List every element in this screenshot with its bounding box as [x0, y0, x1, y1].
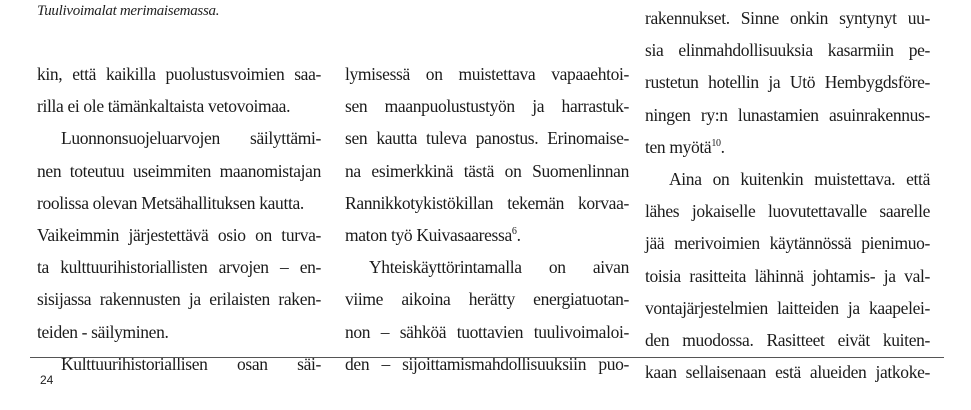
text-line: viime aikoina herätty energiatuotan- — [345, 289, 629, 310]
text-line: non – sähköä tuottavien tuulivoimaloi- — [345, 321, 629, 342]
text-line: Kulttuurihistoriallisen osan säi- — [61, 353, 321, 374]
text-line: sia elinmahdollisuuksia kasarmiin pe- — [645, 40, 930, 61]
text-line: ta kulttuurihistoriallisten arvojen – en- — [37, 257, 321, 278]
text-line: Aina on kuitenkin muistettava. että — [669, 168, 930, 189]
text-line: kaan sellaisenaan estä alueiden jatkoke- — [645, 362, 930, 383]
punctuation: . — [720, 136, 725, 157]
text-line-content: ten myötä — [645, 136, 712, 157]
image-caption: Tuulivoimalat merimaisemassa. — [37, 3, 220, 19]
text-line: lähes jokaiselle luovutettavalle saarelle — [645, 201, 930, 222]
text-line — [645, 131, 930, 163]
page-number: 24 — [40, 373, 54, 387]
text-line: kin, että kaikilla puolustusvoimien saa- — [37, 64, 321, 84]
text-line: rilla ei ole tämänkaltaista vetovoimaa. — [37, 96, 291, 117]
text-line: na esimerkkinä tästä on Suomenlinnan — [345, 160, 629, 181]
text-column-left — [37, 58, 321, 380]
text-line: rakennukset. Sinne onkin syntynyt uu- — [645, 8, 930, 28]
text-line: ningen ry:n lunastamien asuinrakennus- — [645, 104, 930, 125]
text-column-right — [645, 2, 930, 388]
text-line-content: maton työ Kuivasaaressa — [345, 224, 512, 245]
text-line: roolissa olevan Metsähallituksen kautta. — [37, 192, 304, 213]
text-line: Rannikkotykistökillan tekemän korvaa- — [345, 192, 629, 213]
text-line: jää merivoimien käytännössä pienimuo- — [645, 233, 930, 254]
text-line: vontajärjestelmien laitteiden ja kaapelei- — [645, 297, 930, 318]
text-column-middle — [345, 58, 629, 380]
text-line: toisia rasitteita lähinnä johtamis- ja val- — [645, 265, 930, 286]
text-line: Luonnonsuojeluarvojen säilyttämi- — [61, 128, 321, 149]
text-line: den – sijoittamismahdollisuuksiin puo- — [345, 353, 629, 374]
footnote-marker: 6 — [511, 226, 517, 238]
punctuation: . — [516, 224, 521, 245]
text-line: lymisessä on muistettava vapaaehtoi- — [345, 64, 629, 84]
text-line: Vaikeimmin järjestettävä osio on turva- — [37, 224, 321, 245]
footer-rule — [30, 357, 944, 358]
footnote-marker: 10 — [711, 137, 721, 149]
text-line: sen maanpuolustustyön ja harrastuk- — [345, 96, 629, 117]
text-line: teiden - säilyminen. — [37, 321, 169, 342]
text-line: Yhteiskäyttörintamalla on aivan — [369, 257, 629, 278]
text-line: sisijassa rakennusten ja erilaisten raken- — [37, 289, 321, 310]
text-line: rustetun hotellin ja Utö Hembygdsföre- — [645, 72, 930, 93]
text-line — [345, 219, 629, 251]
text-line: sen kautta tuleva panostus. Erinomaise- — [345, 128, 629, 149]
text-line: nen toteutuu useimmiten maanomistajan — [37, 160, 321, 181]
text-line: den muodossa. Rasitteet eivät kuiten- — [645, 329, 930, 350]
